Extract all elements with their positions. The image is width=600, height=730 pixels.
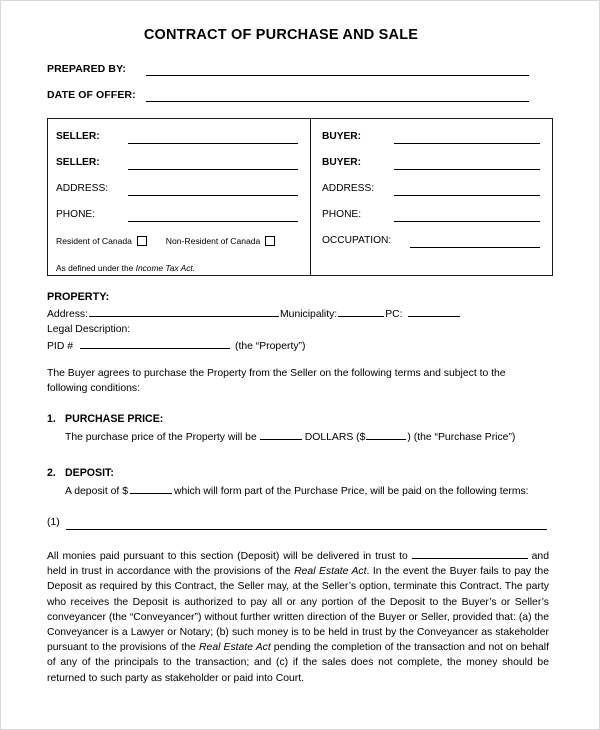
parties-box [47, 118, 553, 276]
seller-address-row[interactable] [56, 181, 302, 207]
income-tax-act-footnote [56, 258, 302, 273]
seller-name-row-1[interactable] [56, 129, 302, 155]
trust-text-3: . In the event the Buyer fails to pay the Deposit as required by this Contract, the Seller may, at the Seller’s option, terminate this Contract. The party who receives the Deposit is authorized to pay all or any portion of the Deposit to the Buyer’s or Seller’s conveyancer (the “Conveyancer”) without further written direction of the Buyer or Seller, provided that: (a) the Conveyancer is a Lawyer or Notary; (b) such money is to be held in trust by the Conveyancer as stakeholder pursuant to the provisions of the [47, 566, 549, 654]
buyer-address-input[interactable] [394, 195, 540, 196]
buyer-occupation-input[interactable] [410, 247, 540, 248]
clause-purchase-price-number: 1. [47, 413, 56, 425]
non-resident-of-canada-label: Non-Resident of Canada [165, 236, 261, 246]
legal-description-line [47, 322, 547, 337]
pid-label: PID # [47, 341, 73, 352]
clause-purchase-price-heading [47, 412, 547, 427]
prepared-by-label: PREPARED BY: [47, 63, 126, 75]
intro-paragraph: The Buyer agrees to purchase the Property from the Seller on the following terms and subject to the following conditions: [47, 368, 506, 394]
prepared-by-input-rule[interactable] [146, 75, 529, 76]
property-pc-label: PC: [385, 309, 403, 320]
buyer-input-1[interactable] [394, 143, 540, 144]
property-defined-term: (the “Property”) [235, 341, 306, 352]
seller-input-1[interactable] [128, 143, 298, 144]
buyer-label-2: BUYER: [322, 157, 362, 168]
buyer-phone-input[interactable] [394, 221, 540, 222]
seller-phone-row[interactable] [56, 207, 302, 233]
buyer-address-row[interactable] [322, 181, 546, 207]
clause-deposit-heading [47, 466, 547, 481]
seller-phone-input[interactable] [128, 221, 298, 222]
purchase-price-text-1: The purchase price of the Property will be [65, 432, 257, 443]
purchase-price-figures-input[interactable] [366, 428, 406, 440]
seller-column [48, 119, 310, 275]
deposit-text-1: A deposit of $ [65, 486, 128, 497]
property-address-label: Address: [47, 309, 89, 320]
seller-residency-row [56, 233, 302, 258]
buyer-phone-row[interactable] [322, 207, 546, 233]
real-estate-act-italic-1: Real Estate Act [294, 566, 367, 578]
clause-deposit-body [65, 481, 547, 500]
seller-label-1: SELLER: [56, 131, 100, 142]
buyer-address-label: ADDRESS: [322, 183, 375, 194]
property-municipality-label: Municipality: [280, 309, 338, 320]
trust-paragraph [47, 547, 549, 686]
seller-address-label: ADDRESS: [56, 183, 109, 194]
buyer-occupation-row[interactable] [322, 233, 546, 259]
deposit-text-2: which will form part of the Purchase Price, will be paid on the following terms: [173, 486, 529, 497]
deposit-term-1-label: (1) [47, 517, 60, 528]
footnote-prefix: As defined under the [56, 263, 136, 273]
buyer-name-row-2[interactable] [322, 155, 546, 181]
clause-deposit-number: 2. [47, 467, 56, 479]
date-of-offer-field[interactable] [47, 89, 529, 107]
non-resident-of-canada-option[interactable] [166, 236, 276, 246]
property-heading: PROPERTY: [47, 291, 110, 303]
seller-address-input[interactable] [128, 195, 298, 196]
buyer-input-2[interactable] [394, 169, 540, 170]
resident-of-canada-label: Resident of Canada [56, 236, 132, 246]
clause-deposit [47, 466, 547, 500]
seller-phone-label: PHONE: [56, 209, 96, 220]
buyer-label-1: BUYER: [322, 131, 362, 142]
seller-name-row-2[interactable] [56, 155, 302, 181]
buyer-phone-label: PHONE: [322, 209, 362, 220]
trust-text-1: All monies paid pursuant to this section (Deposit) will be delivered in trust to [47, 551, 408, 562]
resident-of-canada-checkbox[interactable] [137, 236, 147, 246]
clause-purchase-price [47, 412, 547, 446]
clause-purchase-price-body [65, 427, 547, 446]
pid-line [47, 337, 547, 354]
buyer-occupation-label: OCCUPATION: [322, 235, 392, 246]
page-title: CONTRACT OF PURCHASE AND SALE [143, 27, 419, 43]
property-address-input[interactable] [89, 305, 279, 317]
property-section [47, 290, 547, 354]
property-address-line [47, 305, 547, 322]
date-of-offer-input-rule[interactable] [146, 101, 529, 102]
footnote-act-name: Income Tax Act. [135, 263, 196, 273]
real-estate-act-italic-2: Real Estate Act [199, 642, 271, 654]
trustee-name-input[interactable] [412, 547, 528, 559]
buyer-name-row-1[interactable] [322, 129, 546, 155]
deposit-term-1-input[interactable] [66, 529, 547, 530]
resident-of-canada-option[interactable] [56, 236, 147, 246]
purchase-price-text-3: ) (the “Purchase Price”) [407, 432, 516, 443]
seller-input-2[interactable] [128, 169, 298, 170]
property-municipality-input[interactable] [338, 305, 384, 317]
prepared-by-field[interactable] [47, 63, 529, 81]
buyer-column [310, 119, 554, 275]
pid-input[interactable] [80, 337, 230, 349]
purchase-price-text-2: DOLLARS ($ [304, 432, 366, 443]
deposit-amount-input[interactable] [130, 482, 172, 494]
purchase-price-words-input[interactable] [260, 428, 302, 440]
non-resident-of-canada-checkbox[interactable] [265, 236, 275, 246]
trust-text-2: and held in trust in accordance with the provisions of the [47, 551, 549, 578]
seller-label-2: SELLER: [56, 157, 100, 168]
clause-deposit-title: DEPOSIT: [65, 467, 114, 479]
date-of-offer-label: DATE OF OFFER: [47, 89, 136, 101]
trust-text-4: pending the completion of the transaction and not on behalf of any of the principals to the transaction; and (c) if the sales does not complete, the money should be returned to such party as stakeholder or paid into Court. [47, 642, 549, 684]
property-pc-input[interactable] [408, 305, 460, 317]
clause-purchase-price-title: PURCHASE PRICE: [65, 413, 164, 425]
deposit-term-item-1[interactable] [47, 517, 547, 535]
legal-description-label: Legal Description: [47, 324, 131, 335]
